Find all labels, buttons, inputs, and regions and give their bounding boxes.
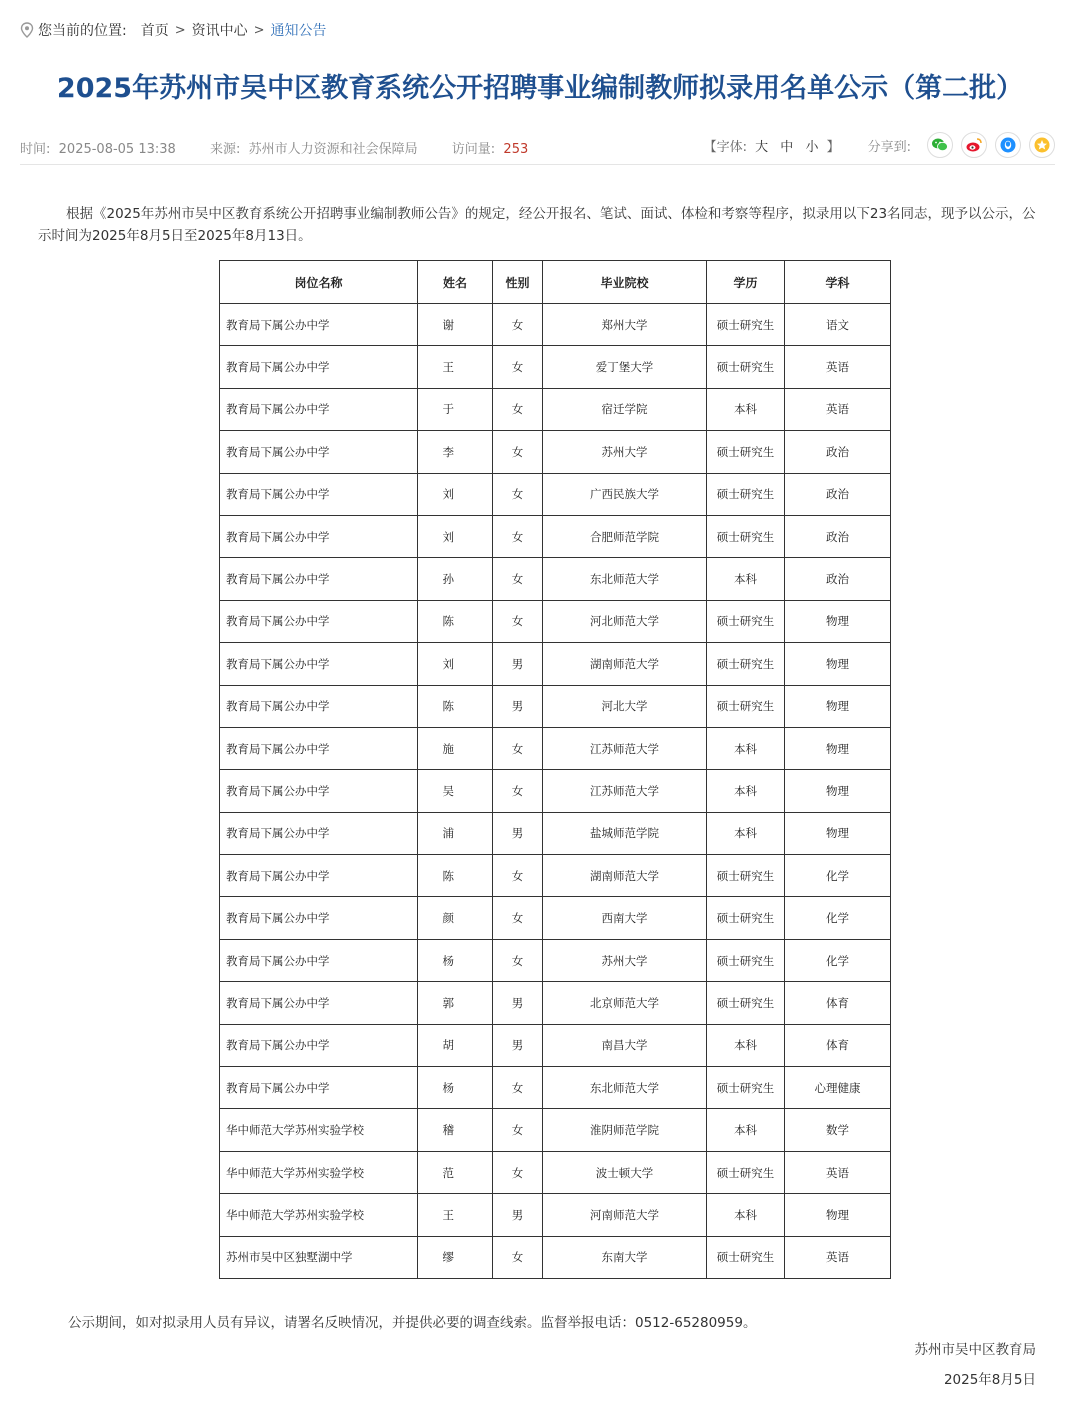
- cell-gender: 女: [493, 304, 543, 346]
- cell-subject: 政治: [785, 558, 891, 600]
- cell-subject: 体育: [785, 1024, 891, 1066]
- table-row: [220, 982, 891, 1024]
- table-row: [220, 1236, 891, 1278]
- time-label: 时间:: [20, 142, 51, 157]
- cell-position: 教育局下属公办中学: [220, 897, 418, 939]
- cell-name: 王: [418, 1194, 493, 1236]
- table-row: [220, 431, 891, 473]
- cell-name: 刘: [418, 643, 493, 685]
- visits-value: 253: [503, 142, 529, 157]
- cell-position: 华中师范大学苏州实验学校: [220, 1194, 418, 1236]
- cell-name: 孙: [418, 558, 493, 600]
- cell-gender: 男: [493, 1194, 543, 1236]
- cell-school: 西南大学: [543, 897, 707, 939]
- breadcrumb-section-link[interactable]: 资讯中心: [191, 23, 248, 39]
- cell-name: 于: [418, 388, 493, 430]
- cell-gender: 女: [493, 431, 543, 473]
- cell-name: 杨: [418, 939, 493, 981]
- cell-name: 谢: [418, 304, 493, 346]
- cell-gender: 女: [493, 1109, 543, 1151]
- cell-degree: 硕士研究生: [707, 1236, 785, 1278]
- cell-school: 苏州大学: [543, 939, 707, 981]
- font-label-close: 】: [826, 139, 840, 155]
- cell-gender: 女: [493, 1067, 543, 1109]
- table-row: [220, 473, 891, 515]
- cell-gender: 女: [493, 770, 543, 812]
- cell-name: 陈: [418, 685, 493, 727]
- column-header: 学科: [785, 261, 891, 304]
- cell-school: 合肥师范学院: [543, 515, 707, 557]
- column-header: 性别: [493, 261, 543, 304]
- source-label: 来源:: [209, 142, 241, 157]
- location-pin-icon: [20, 22, 34, 38]
- cell-degree: 硕士研究生: [707, 431, 785, 473]
- visit-count: [452, 142, 528, 157]
- column-header: 毕业院校: [543, 261, 707, 304]
- cell-position: 华中师范大学苏州实验学校: [220, 1109, 418, 1151]
- cell-name: 吴: [418, 770, 493, 812]
- cell-position: 教育局下属公办中学: [220, 558, 418, 600]
- cell-subject: 英语: [785, 1236, 891, 1278]
- font-medium-button[interactable]: 中: [780, 139, 794, 155]
- cell-name: 陈: [418, 600, 493, 642]
- meta-tools: [704, 132, 1055, 158]
- cell-school: 江苏师范大学: [543, 770, 707, 812]
- table-row: [220, 558, 891, 600]
- cell-name: 王: [418, 346, 493, 388]
- cell-position: 教育局下属公办中学: [220, 982, 418, 1024]
- cell-degree: 硕士研究生: [707, 982, 785, 1024]
- table-row: [220, 388, 891, 430]
- cell-school: 广西民族大学: [543, 473, 707, 515]
- table-row: [220, 855, 891, 897]
- cell-school: 北京师范大学: [543, 982, 707, 1024]
- hiring-list-table: [219, 260, 891, 1279]
- source-value: 苏州市人力资源和社会保障局: [248, 142, 418, 157]
- cell-subject: 语文: [785, 304, 891, 346]
- cell-subject: 英语: [785, 1151, 891, 1193]
- breadcrumb-home-link[interactable]: 首页: [140, 23, 169, 39]
- cell-subject: 化学: [785, 897, 891, 939]
- column-header: 姓名: [418, 261, 493, 304]
- meta-info: [20, 138, 558, 157]
- cell-subject: 体育: [785, 982, 891, 1024]
- cell-gender: 男: [493, 643, 543, 685]
- table-row: [220, 304, 891, 346]
- cell-subject: 物理: [785, 727, 891, 769]
- cell-position: 教育局下属公办中学: [220, 473, 418, 515]
- cell-degree: 硕士研究生: [707, 1151, 785, 1193]
- cell-degree: 本科: [707, 1109, 785, 1151]
- cell-subject: 物理: [785, 812, 891, 854]
- font-large-button[interactable]: 大: [755, 139, 769, 155]
- cell-position: 教育局下属公办中学: [220, 939, 418, 981]
- cell-position: 教育局下属公办中学: [220, 304, 418, 346]
- cell-subject: 英语: [785, 388, 891, 430]
- cell-school: 湖南师范大学: [543, 855, 707, 897]
- table-row: [220, 939, 891, 981]
- cell-name: 施: [418, 727, 493, 769]
- cell-position: 教育局下属公办中学: [220, 643, 418, 685]
- cell-position: 教育局下属公办中学: [220, 346, 418, 388]
- cell-name: 杨: [418, 1067, 493, 1109]
- cell-school: 江苏师范大学: [543, 727, 707, 769]
- cell-gender: 男: [493, 812, 543, 854]
- table-row: [220, 812, 891, 854]
- cell-name: 范: [418, 1151, 493, 1193]
- cell-degree: 本科: [707, 388, 785, 430]
- cell-subject: 政治: [785, 431, 891, 473]
- table-row: [220, 1109, 891, 1151]
- cell-school: 东北师范大学: [543, 1067, 707, 1109]
- cell-subject: 数学: [785, 1109, 891, 1151]
- cell-degree: 本科: [707, 1024, 785, 1066]
- qq-icon[interactable]: [995, 132, 1021, 158]
- cell-position: 教育局下属公办中学: [220, 685, 418, 727]
- cell-school: 苏州大学: [543, 431, 707, 473]
- cell-degree: 本科: [707, 1194, 785, 1236]
- cell-subject: 物理: [785, 685, 891, 727]
- cell-school: 爱丁堡大学: [543, 346, 707, 388]
- cell-subject: 化学: [785, 939, 891, 981]
- table-row: [220, 1151, 891, 1193]
- cell-degree: 硕士研究生: [707, 304, 785, 346]
- breadcrumb-current-link[interactable]: 通知公告: [270, 23, 327, 39]
- cell-degree: 硕士研究生: [707, 897, 785, 939]
- cell-position: 教育局下属公办中学: [220, 812, 418, 854]
- cell-subject: 物理: [785, 643, 891, 685]
- cell-school: 东北师范大学: [543, 558, 707, 600]
- table-row: [220, 600, 891, 642]
- table-row: [220, 897, 891, 939]
- cell-school: 宿迁学院: [543, 388, 707, 430]
- cell-gender: 女: [493, 558, 543, 600]
- cell-subject: 政治: [785, 473, 891, 515]
- table-row: [220, 515, 891, 557]
- cell-subject: 物理: [785, 770, 891, 812]
- source: [210, 142, 418, 157]
- cell-subject: 英语: [785, 346, 891, 388]
- time-value: 2025-08-05 13:38: [58, 142, 176, 157]
- table-row: [220, 685, 891, 727]
- cell-subject: 物理: [785, 1194, 891, 1236]
- cell-gender: 男: [493, 685, 543, 727]
- cell-subject: 物理: [785, 600, 891, 642]
- cell-degree: 硕士研究生: [707, 1067, 785, 1109]
- cell-degree: 硕士研究生: [707, 685, 785, 727]
- cell-gender: 女: [493, 600, 543, 642]
- table-row: [220, 346, 891, 388]
- cell-school: 河北师范大学: [543, 600, 707, 642]
- cell-position: 教育局下属公办中学: [220, 855, 418, 897]
- cell-school: 波士顿大学: [543, 1151, 707, 1193]
- cell-school: 河北大学: [543, 685, 707, 727]
- cell-gender: 女: [493, 346, 543, 388]
- table-header-row: [220, 261, 891, 304]
- cell-position: 教育局下属公办中学: [220, 727, 418, 769]
- font-size-control: [704, 136, 840, 155]
- cell-gender: 女: [493, 939, 543, 981]
- cell-degree: 硕士研究生: [707, 515, 785, 557]
- font-label: 【字体:: [703, 139, 747, 155]
- article-meta: [20, 130, 1055, 165]
- column-header: 学历: [707, 261, 785, 304]
- cell-name: 陈: [418, 855, 493, 897]
- cell-degree: 本科: [707, 770, 785, 812]
- cell-gender: 女: [493, 1236, 543, 1278]
- column-header: 岗位名称: [220, 261, 418, 304]
- cell-position: 教育局下属公办中学: [220, 600, 418, 642]
- cell-position: 教育局下属公办中学: [220, 1024, 418, 1066]
- cell-name: 稽: [418, 1109, 493, 1151]
- cell-position: 教育局下属公办中学: [220, 431, 418, 473]
- publish-time: [20, 142, 176, 157]
- cell-name: 刘: [418, 515, 493, 557]
- cell-position: 苏州市吴中区独墅湖中学: [220, 1236, 418, 1278]
- table-row: [220, 643, 891, 685]
- cell-gender: 男: [493, 982, 543, 1024]
- cell-degree: 本科: [707, 558, 785, 600]
- cell-position: 教育局下属公办中学: [220, 515, 418, 557]
- weibo-icon[interactable]: [961, 132, 987, 158]
- cell-position: 教育局下属公办中学: [220, 1067, 418, 1109]
- breadcrumb-prefix: 您当前的位置:: [38, 23, 127, 39]
- cell-degree: 硕士研究生: [707, 600, 785, 642]
- table-row: [220, 1067, 891, 1109]
- cell-degree: 硕士研究生: [707, 939, 785, 981]
- cell-position: 华中师范大学苏州实验学校: [220, 1151, 418, 1193]
- cell-gender: 女: [493, 727, 543, 769]
- cell-school: 东南大学: [543, 1236, 707, 1278]
- cell-school: 南昌大学: [543, 1024, 707, 1066]
- table-row: [220, 727, 891, 769]
- qzone-icon[interactable]: [1029, 132, 1055, 158]
- cell-subject: 心理健康: [785, 1067, 891, 1109]
- cell-position: 教育局下属公办中学: [220, 388, 418, 430]
- cell-gender: 女: [493, 1151, 543, 1193]
- cell-gender: 男: [493, 1024, 543, 1066]
- cell-gender: 女: [493, 897, 543, 939]
- cell-degree: 本科: [707, 727, 785, 769]
- cell-name: 李: [418, 431, 493, 473]
- breadcrumb: [20, 18, 327, 42]
- cell-degree: 硕士研究生: [707, 346, 785, 388]
- cell-name: 刘: [418, 473, 493, 515]
- cell-name: 胡: [418, 1024, 493, 1066]
- cell-degree: 本科: [707, 812, 785, 854]
- intro-paragraph: 根据《2025年苏州市吴中区教育系统公开招聘事业编制教师公告》的规定，经公开报名、笔试、面试、体检和考察等程序，拟录用以下23名同志，现予以公示，公示时间为2025年8月5日至2025年8月13日。: [38, 206, 1036, 244]
- cell-name: 郭: [418, 982, 493, 1024]
- cell-school: 河南师范大学: [543, 1194, 707, 1236]
- cell-school: 淮阴师范学院: [543, 1109, 707, 1151]
- page-title: 2025年苏州市吴中区教育系统公开招聘事业编制教师拟录用名单公示（第二批）: [56, 73, 1024, 104]
- cell-degree: 硕士研究生: [707, 643, 785, 685]
- table-row: [220, 1194, 891, 1236]
- cell-name: 缪: [418, 1236, 493, 1278]
- cell-gender: 女: [493, 855, 543, 897]
- cell-school: 湖南师范大学: [543, 643, 707, 685]
- table-row: [220, 770, 891, 812]
- table-row: [220, 1024, 891, 1066]
- cell-gender: 女: [493, 473, 543, 515]
- signature-date: 2025年8月5日: [943, 1372, 1036, 1388]
- cell-gender: 女: [493, 515, 543, 557]
- cell-name: 颜: [418, 897, 493, 939]
- signature: [915, 1340, 1037, 1400]
- share-label: 分享到:: [867, 139, 911, 155]
- cell-gender: 女: [493, 388, 543, 430]
- cell-degree: 硕士研究生: [707, 855, 785, 897]
- cell-position: 教育局下属公办中学: [220, 770, 418, 812]
- cell-subject: 化学: [785, 855, 891, 897]
- font-small-button[interactable]: 小: [805, 139, 819, 155]
- visits-label: 访问量:: [451, 142, 496, 157]
- wechat-icon[interactable]: [927, 132, 953, 158]
- notice-paragraph: 公示期间，如对拟录用人员有异议，请署名反映情况，并提供必要的调查线索。监督举报电话：0512-65280959。: [68, 1315, 757, 1331]
- breadcrumb-separator: >: [253, 22, 265, 38]
- cell-name: 浦: [418, 812, 493, 854]
- cell-subject: 政治: [785, 515, 891, 557]
- cell-degree: 硕士研究生: [707, 473, 785, 515]
- signature-org: 苏州市吴中区教育局: [914, 1342, 1036, 1358]
- cell-school: 郑州大学: [543, 304, 707, 346]
- breadcrumb-separator: >: [174, 22, 186, 38]
- cell-school: 盐城师范学院: [543, 812, 707, 854]
